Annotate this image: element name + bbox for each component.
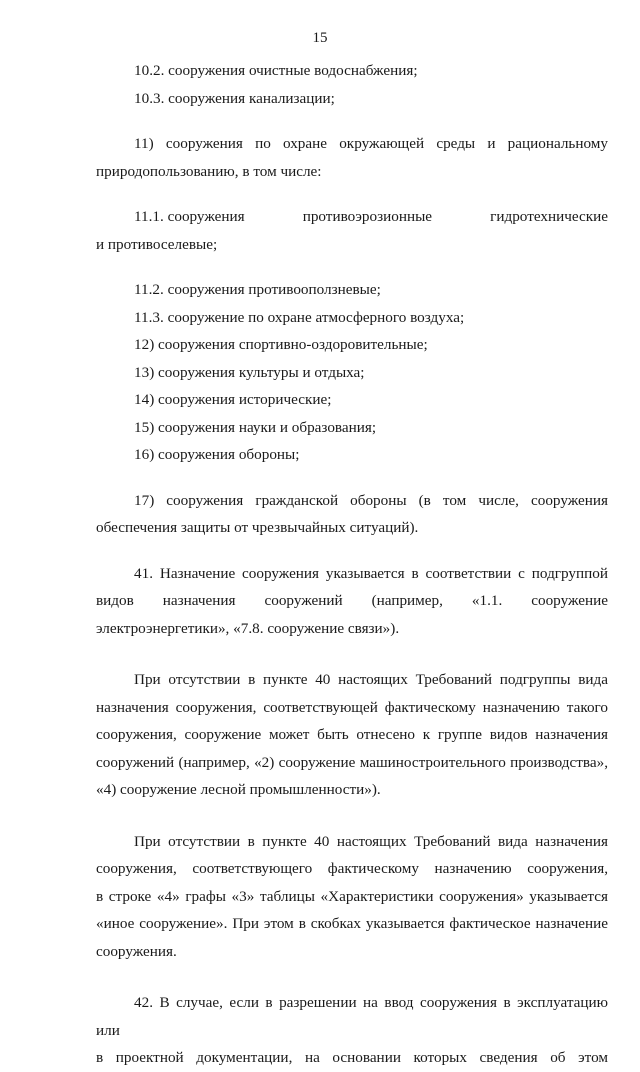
paragraph-absence-type-line4: «иное сооружение». При этом в скобках указывается фактическое назначение xyxy=(96,915,608,932)
list-item-11-line2: природопользованию, в том числе: xyxy=(96,162,322,180)
paragraph-absence-type-line2: сооружения, соответствующего фактическому назначению сооружения, xyxy=(96,860,608,877)
paragraph-absence-subgroup-line5: «4) сооружение лесной промышленности»). xyxy=(96,781,381,798)
list-item-16: 16) сооружения обороны; xyxy=(134,446,300,463)
paragraph-absence-subgroup-line2: назначения сооружения, соответствующей фактическому назначению такого xyxy=(96,698,608,716)
list-item-11-1-word2: противоэрозионные xyxy=(302,208,433,225)
paragraph-absence-type-line1: При отсутствии в пункте 40 настоящих Требований вида назначения xyxy=(134,832,608,850)
list-item-12: 12) сооружения спортивно-оздоровительные; xyxy=(134,336,428,353)
paragraph-absence-type-line3: в строке «4» графы «3» таблицы «Характеристики сооружения» указывается xyxy=(96,887,608,905)
list-item-11-1-word1: 11.1. сооружения xyxy=(134,208,245,225)
document-body xyxy=(96,57,608,1072)
paragraph-41-line3: электроэнергетики», «7.8. сооружение связи»). xyxy=(96,619,400,637)
paragraph-42-line2: в проектной документации, на основании которых сведения об этом xyxy=(96,1049,608,1066)
list-item-11-1-line2: и противоселевые; xyxy=(96,235,218,253)
paragraph-absence-subgroup-line1: При отсутствии в пункте 40 настоящих Требований подгруппы вида xyxy=(134,671,608,688)
paragraph-41-line1: 41. Назначение сооружения указывается в соответствии с подгруппой xyxy=(134,564,608,582)
paragraph-41-line2: видов назначения сооружений (например, «1.1. сооружение xyxy=(96,592,608,609)
paragraph-absence-subgroup-line4: сооружений (например, «2) сооружение машиностроительного производства», xyxy=(96,753,608,771)
list-item-11-3: 11.3. сооружение по охране атмосферного воздуха; xyxy=(134,308,465,326)
list-item-11-2: 11.2. сооружения противооползневые; xyxy=(134,281,381,298)
list-item-10-2: 10.2. сооружения очистные водоснабжения; xyxy=(134,62,418,79)
list-item-11-1-word3: гидротехнические xyxy=(490,208,608,225)
list-item-13: 13) сооружения культуры и отдыха; xyxy=(134,363,365,381)
list-item-10-3: 10.3. сооружения канализации; xyxy=(134,89,335,107)
paragraph-42-line1: 42. В случае, если в разрешении на ввод сооружения в эксплуатацию или xyxy=(96,994,608,1039)
list-item-11-line1: 11) сооружения по охране окружающей среды и рациональному xyxy=(134,135,608,152)
page-number: 15 xyxy=(312,30,328,46)
list-item-17-line1: 17) сооружения гражданской обороны (в том числе, сооружения xyxy=(134,491,608,509)
list-item-14: 14) сооружения исторические; xyxy=(134,391,332,408)
list-item-17-line2: обеспечения защиты от чрезвычайных ситуаций). xyxy=(96,519,419,536)
paragraph-absence-type-line5: сооружения. xyxy=(96,942,177,960)
paragraph-absence-subgroup-line3: сооружения, сооружение может быть отнесено к группе видов назначения xyxy=(96,726,608,743)
list-item-15: 15) сооружения науки и образования; xyxy=(134,418,377,436)
list-item-11-1-line1 xyxy=(96,203,608,231)
